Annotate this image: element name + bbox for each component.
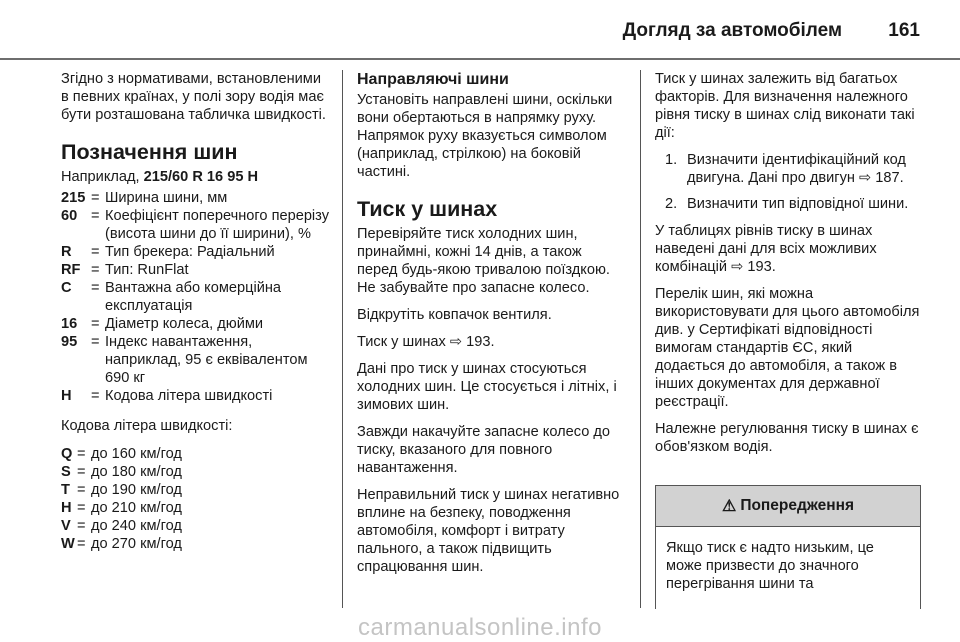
table-row bbox=[61, 207, 329, 243]
def-key: R bbox=[61, 244, 72, 260]
watermark: carmanualsonline.info bbox=[358, 614, 602, 641]
column-divider-1 bbox=[342, 70, 343, 608]
table-row bbox=[61, 243, 329, 261]
def-text: Коефіцієнт поперечного перерізу (висота шини до її ширини), % bbox=[105, 208, 330, 242]
def-text: Ширина шини, мм bbox=[105, 190, 228, 206]
speed-key: V bbox=[61, 518, 71, 534]
def-text: Тип: RunFlat bbox=[105, 262, 189, 278]
list-item bbox=[655, 195, 923, 213]
table-row bbox=[61, 517, 182, 535]
speed-code-table bbox=[61, 445, 182, 553]
def-eq: = bbox=[91, 208, 100, 224]
def-key: H bbox=[61, 388, 72, 404]
speed-key: T bbox=[61, 482, 70, 498]
step-number: 1. bbox=[665, 152, 678, 168]
table-row bbox=[61, 189, 329, 207]
intro-paragraph: Згідно з нормативами, встановленими в певних країнах, у полі зору водія має бути розташована табличка швидкості. bbox=[61, 71, 326, 123]
speed-eq: = bbox=[77, 446, 86, 462]
def-key: 60 bbox=[61, 208, 78, 224]
def-eq: = bbox=[91, 262, 100, 278]
step-text: Визначити ідентифікаційний код двигуна. Дані про двигун ⇨ 187. bbox=[687, 152, 906, 186]
speed-text: до 240 км/год bbox=[91, 518, 182, 534]
paragraph: Дані про тиск у шинах стосуються холодних шин. Це стосується і літніх, і зимових шин. bbox=[357, 361, 617, 413]
def-text: Кодова літера швидкості bbox=[105, 388, 273, 404]
speed-eq: = bbox=[77, 482, 86, 498]
table-row bbox=[61, 279, 329, 315]
def-eq: = bbox=[91, 334, 100, 350]
speed-key: Q bbox=[61, 446, 73, 462]
def-key: RF bbox=[61, 262, 81, 278]
paragraph: Завжди накачуйте запасне колесо до тиску, вказаного для повного навантаження. bbox=[357, 424, 611, 476]
paragraph: Відкрутіть ковпачок вентиля. bbox=[357, 307, 552, 323]
paragraph: Тиск у шинах ⇨ 193. bbox=[357, 334, 495, 350]
header-divider bbox=[0, 58, 960, 60]
table-row bbox=[61, 261, 329, 279]
warning-title: Попередження bbox=[740, 497, 855, 514]
paragraph: Неправильний тиск у шинах негативно вплине на безпеку, поводження автомобіля, комфорт і витрату пального, а також підвищить спрацювання шин. bbox=[357, 487, 620, 575]
speed-key: H bbox=[61, 500, 72, 516]
steps-list bbox=[655, 151, 923, 213]
def-key: 95 bbox=[61, 334, 78, 350]
table-row bbox=[61, 387, 329, 405]
list-item bbox=[655, 151, 923, 187]
step-text: Визначити тип відповідної шини. bbox=[687, 196, 909, 212]
def-eq: = bbox=[91, 280, 100, 296]
warning-text: Якщо тиск є надто низьким, це може призвести до значного перегрівання шини та bbox=[666, 540, 874, 592]
speed-key: W bbox=[61, 536, 75, 552]
def-key: 16 bbox=[61, 316, 78, 332]
speed-key: S bbox=[61, 464, 71, 480]
directional-tyres-heading: Направляючі шини bbox=[357, 71, 509, 88]
warning-box bbox=[655, 485, 921, 609]
column-1 bbox=[61, 70, 329, 553]
directional-tyres-text: Установіть направлені шини, оскільки вони обертаються в напрямку руху. Напрямок руху вказується символом (наприклад, стрілкою) на боковій частині. bbox=[357, 92, 613, 180]
column-3 bbox=[655, 70, 923, 465]
table-row bbox=[61, 535, 182, 553]
example-label: Наприклад, bbox=[61, 169, 144, 185]
tyre-pressure-heading: Тиск у шинах bbox=[357, 197, 498, 221]
table-row bbox=[61, 445, 182, 463]
def-text: Діаметр колеса, дюйми bbox=[105, 316, 264, 332]
def-eq: = bbox=[91, 316, 100, 332]
table-row bbox=[61, 463, 182, 481]
def-text: Тип брекера: Радіальний bbox=[105, 244, 275, 260]
speed-text: до 160 км/год bbox=[91, 446, 182, 462]
speed-eq: = bbox=[77, 518, 86, 534]
def-eq: = bbox=[91, 388, 100, 404]
speed-eq: = bbox=[77, 536, 86, 552]
speed-eq: = bbox=[77, 500, 86, 516]
tyre-designation-heading: Позначення шин bbox=[61, 140, 238, 164]
speed-text: до 210 км/год bbox=[91, 500, 182, 516]
column-divider-2 bbox=[640, 70, 641, 608]
warning-header bbox=[656, 486, 920, 527]
table-row bbox=[61, 481, 182, 499]
column-2 bbox=[357, 70, 625, 585]
speed-text: до 190 км/год bbox=[91, 482, 182, 498]
speed-code-intro: Кодова літера швидкості: bbox=[61, 418, 233, 434]
paragraph: Перелік шин, які можна використовувати для цього автомобіля див. у Сертифікаті відповідності вимогам стандартів ЄС, який додається до автомобіля, а також в інших документах для державної реєстрації. bbox=[655, 286, 920, 410]
paragraph: Тиск у шинах залежить від багатьох факторів. Для визначення належного рівня тиску в шинах слід виконати такі дії: bbox=[655, 71, 915, 141]
designation-table bbox=[61, 189, 329, 405]
paragraph: Перевіряйте тиск холодних шин, принаймні, кожні 14 днів, а також перед будь-якою тривалою поїздкою. Не забувайте про запасне колесо. bbox=[357, 226, 610, 296]
page-number: 161 bbox=[888, 20, 920, 41]
speed-text: до 270 км/год bbox=[91, 536, 182, 552]
example-code: 215/60 R 16 95 H bbox=[143, 169, 259, 185]
example-line bbox=[61, 168, 329, 186]
def-key: 215 bbox=[61, 190, 86, 206]
table-row bbox=[61, 499, 182, 517]
def-eq: = bbox=[91, 190, 100, 206]
table-row bbox=[61, 333, 329, 387]
def-text: Індекс навантаження, наприклад, 95 є еквівалентом 690 кг bbox=[105, 334, 308, 386]
paragraph: У таблицях рівнів тиску в шинах наведені дані для всіх можливих комбінацій ⇨ 193. bbox=[655, 223, 877, 275]
table-row bbox=[61, 315, 329, 333]
paragraph: Належне регулювання тиску в шинах є обов'язком водія. bbox=[655, 421, 919, 455]
speed-eq: = bbox=[77, 464, 86, 480]
def-eq: = bbox=[91, 244, 100, 260]
def-text: Вантажна або комерційна експлуатація bbox=[105, 280, 282, 314]
step-number: 2. bbox=[665, 196, 678, 212]
def-key: C bbox=[61, 280, 72, 296]
warning-icon: ⚠ bbox=[721, 498, 737, 515]
speed-text: до 180 км/год bbox=[91, 464, 182, 480]
page-header bbox=[0, 0, 960, 60]
page-title: Догляд за автомобілем bbox=[622, 20, 842, 41]
